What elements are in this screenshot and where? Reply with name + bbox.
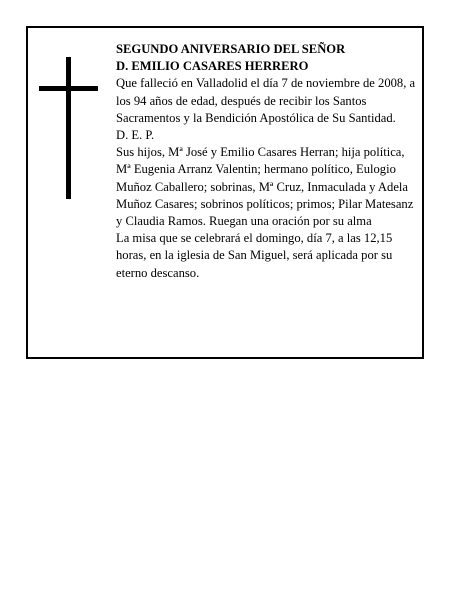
notice-text: [116, 41, 416, 282]
cross-vertical-bar: [66, 57, 71, 199]
notice-title-line2: D. EMILIO CASARES HERRERO: [116, 59, 309, 74]
obituary-notice: [26, 26, 424, 359]
mass-paragraph: La misa que se celebrará el domingo, día 7, a las 12,15 horas, en la iglesia de San Miguel, será aplicada por su eterno descanso.: [116, 231, 393, 280]
cross-horizontal-bar: [39, 86, 98, 91]
notice-title-line1: SEGUNDO ANIVERSARIO DEL SEÑOR: [116, 42, 346, 56]
rip-line: D. E. P.: [116, 128, 155, 143]
family-paragraph: Sus hijos, Mª José y Emilio Casares Herran; hija política, Mª Eugenia Arranz Valentin; hermano político, Eulogio Muñoz Caballero; sobrinas, Mª Cruz, Inmaculada y Adela Muñoz Casares; sobrinos políticos; primos; Pilar Matesanz y Claudia Ramos. Ruegan una oración por su alma: [116, 145, 414, 229]
death-paragraph: Que falleció en Valladolid el día 7 de noviembre de 2008, a los 94 años de edad, después de recibir los Santos Sacramentos y la Bendición Apostólica de Su Santidad.: [116, 76, 416, 125]
